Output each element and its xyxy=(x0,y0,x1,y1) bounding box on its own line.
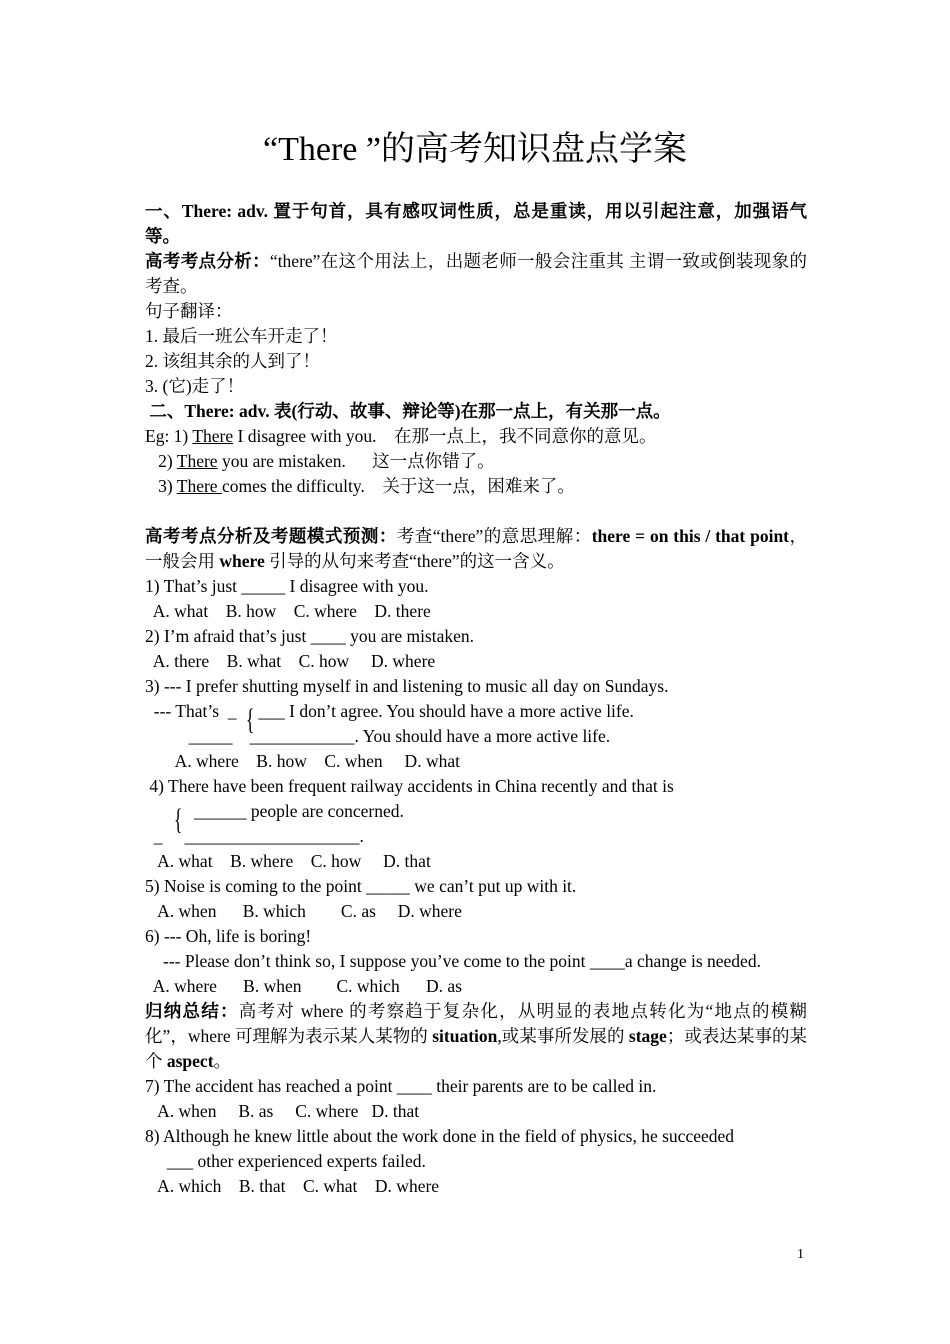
translate-item: 1. 最后一班公车开走了！ xyxy=(145,326,338,346)
question-4: 4) There have been frequent railway accidents in China recently and that is xyxy=(145,776,674,796)
question-6-line-b: --- Please don’t think so, I suppose you’ve come to the point ____a change is needed. xyxy=(163,951,761,971)
example-prefix: 2) xyxy=(145,451,177,471)
question-text: ___ I don’t agree. You should have a more active life. xyxy=(258,701,634,721)
summary-label: 归纳总结： xyxy=(145,1001,239,1021)
example-text: comes the difficulty. 关于这一点，困难来了。 xyxy=(221,476,575,496)
blank: --- That’s _ xyxy=(145,701,237,721)
summary-paragraph xyxy=(145,999,807,1074)
question-3: 3) --- I prefer shutting myself in and listening to music all day on Sundays. xyxy=(145,676,669,696)
summary-bold: stage xyxy=(628,1026,667,1046)
question-text: ____________________. xyxy=(184,826,364,846)
page-number: 1 xyxy=(797,1247,804,1262)
summary-text: 高考对 where 的考察趋于复杂化，从明显的表地点转化为“地点的模糊化”，where 可理解为表示某人某物的 xyxy=(145,1001,808,1046)
summary-text: ,或某事所发展的 xyxy=(497,1026,629,1046)
prediction-text: 引导的从句来考查“there”的这一含义。 xyxy=(264,551,565,571)
question-text: ______ people are concerned. xyxy=(194,801,404,821)
question-5-options: A. when B. which C. as D. where xyxy=(145,901,462,921)
summary-text: ；或表达某事的某个 xyxy=(145,1026,808,1071)
prediction-text: 考查“there”的意思理解： xyxy=(396,526,592,546)
prediction-label: 高考考点分析及考题模式预测： xyxy=(145,526,397,546)
example-2 xyxy=(145,449,807,474)
translate-item: 2. 该组其余的人到了！ xyxy=(145,351,320,371)
example-text: I disagree with you. 在那一点上，我不同意你的意见。 xyxy=(233,426,657,446)
example-prefix: 3) xyxy=(145,476,177,496)
question-6: 6) --- Oh, life is boring! xyxy=(145,926,312,946)
question-6-options: A. where B. when C. which D. as xyxy=(145,976,462,996)
section-1-heading: 一、There: adv. 置于句首，具有感叹词性质，总是重读，用以引起注意，加强语气等。 xyxy=(145,201,807,246)
prediction-bold: there = on this / that point xyxy=(591,526,790,546)
question-2: 2) I’m afraid that’s just ____ you are mistaken. xyxy=(145,626,475,646)
translate-label: 句子翻译： xyxy=(145,301,233,321)
question-3-line-a xyxy=(145,699,807,736)
blank: _ xyxy=(145,826,163,846)
page-title: “There ”的高考知识盘点学案 xyxy=(263,131,687,168)
example-1 xyxy=(145,424,807,449)
prediction-bold: where xyxy=(219,551,265,571)
question-4-line-b xyxy=(145,824,807,849)
translate-item: 3. (它)走了！ xyxy=(145,376,245,396)
question-1-options: A. what B. how C. where D. there xyxy=(145,601,431,621)
document-body xyxy=(145,199,807,1199)
question-text: ____________. You should have a more active life. xyxy=(249,726,611,746)
question-4-line-a xyxy=(145,799,807,836)
example-keyword: There xyxy=(176,476,222,496)
spacer xyxy=(145,499,807,524)
summary-text: 。 xyxy=(213,1051,232,1071)
summary-bold: situation xyxy=(432,1026,498,1046)
question-5: 5) Noise is coming to the point _____ we can’t put up with it. xyxy=(145,876,577,896)
question-3-line-b xyxy=(145,724,807,749)
question-8-options: A. which B. that C. what D. where xyxy=(145,1176,440,1196)
example-text: you are mistaken. 这一点你错了。 xyxy=(217,451,495,471)
question-1: 1) That’s just _____ I disagree with you. xyxy=(145,576,429,596)
question-7-options: A. when B. as C. where D. that xyxy=(145,1101,420,1121)
example-3 xyxy=(145,474,807,499)
brace-icon: { xyxy=(173,803,183,836)
summary-bold: aspect xyxy=(166,1051,214,1071)
prediction-text: ，一般会用 xyxy=(145,526,808,571)
prediction-paragraph xyxy=(145,524,807,574)
analysis-paragraph xyxy=(145,249,807,299)
example-keyword: There xyxy=(176,451,218,471)
example-keyword: There xyxy=(192,426,234,446)
section-2-heading: 二、There: adv. 表(行动、故事、辩论等)在那一点上，有关那一点。 xyxy=(145,401,671,421)
brace-icon: { xyxy=(245,703,255,736)
blank: _____ xyxy=(145,726,233,746)
question-8: 8) Although he knew little about the work done in the field of physics, he succeeded xyxy=(145,1126,735,1146)
analysis-text: “there”在这个用法上，出题老师一般会注重其 主谓一致或倒装现象的考查。 xyxy=(145,251,807,296)
question-4-options: A. what B. where C. how D. that xyxy=(145,851,431,871)
question-2-options: A. there B. what C. how D. where xyxy=(145,651,436,671)
analysis-label: 高考考点分析： xyxy=(145,251,270,271)
question-3-options: A. where B. how C. when D. what xyxy=(145,751,460,771)
question-7: 7) The accident has reached a point ____ their parents are to be called in. xyxy=(145,1076,657,1096)
example-prefix: Eg: 1) xyxy=(145,426,193,446)
question-8-line-b: ___ other experienced experts failed. xyxy=(145,1151,426,1171)
